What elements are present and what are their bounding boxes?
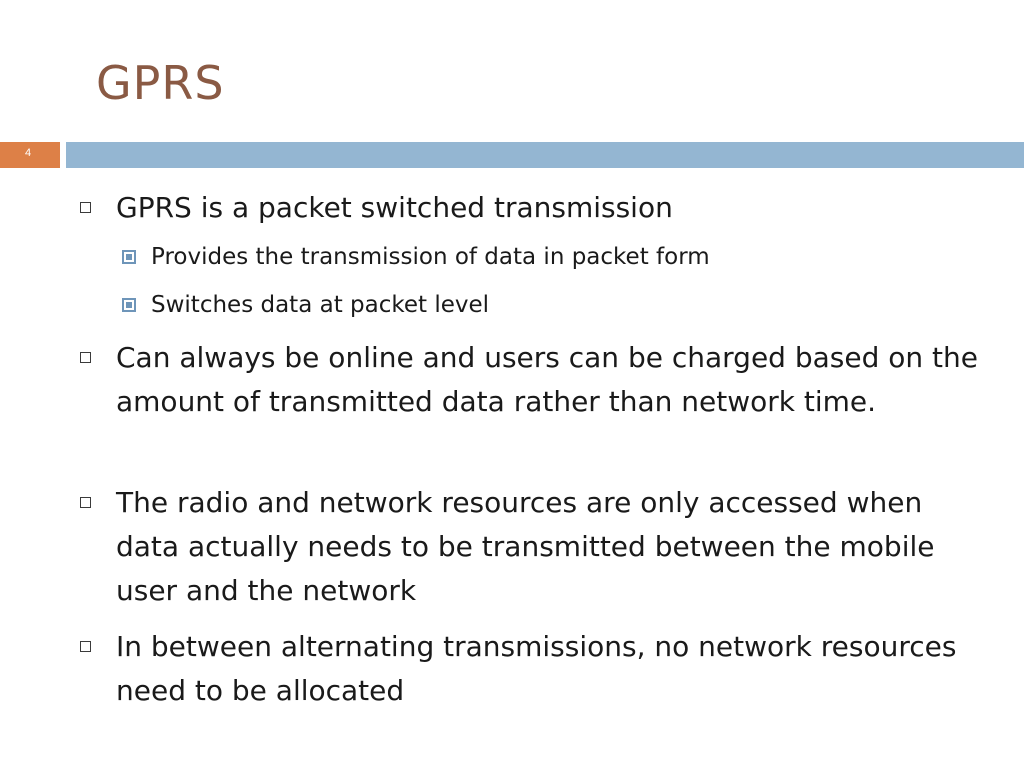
- sub-bullet-item: [122, 287, 982, 323]
- bullet-item: [80, 336, 990, 424]
- slide-number: 4: [25, 147, 32, 159]
- sub-bullet-text: Provides the transmission of data in packet form: [151, 244, 710, 270]
- bullet-item: [80, 481, 990, 613]
- slide-number-badge: [0, 142, 60, 168]
- bullet-text: The radio and network resources are only accessed when data actually needs to be transmitted between the mobile user and the network: [116, 486, 935, 607]
- sub-bullet-item: [122, 239, 982, 275]
- hollow-square-bullet-icon: [80, 497, 91, 508]
- hollow-square-bullet-icon: [80, 202, 91, 213]
- bullet-item: [80, 625, 990, 713]
- bullet-item: [80, 186, 990, 230]
- bullet-text: GPRS is a packet switched transmission: [116, 191, 673, 224]
- hollow-square-bullet-icon: [80, 352, 91, 363]
- sub-bullet-text: Switches data at packet level: [151, 292, 490, 318]
- header-bar: [66, 142, 1024, 168]
- bullet-text: In between alternating transmissions, no network resources need to be allocated: [116, 630, 957, 707]
- slide-title: GPRS: [96, 56, 225, 110]
- filled-square-bullet-icon: [122, 298, 136, 312]
- hollow-square-bullet-icon: [80, 641, 91, 652]
- bullet-text: Can always be online and users can be charged based on the amount of transmitted data rather than network time.: [116, 341, 978, 418]
- filled-square-bullet-icon: [122, 250, 136, 264]
